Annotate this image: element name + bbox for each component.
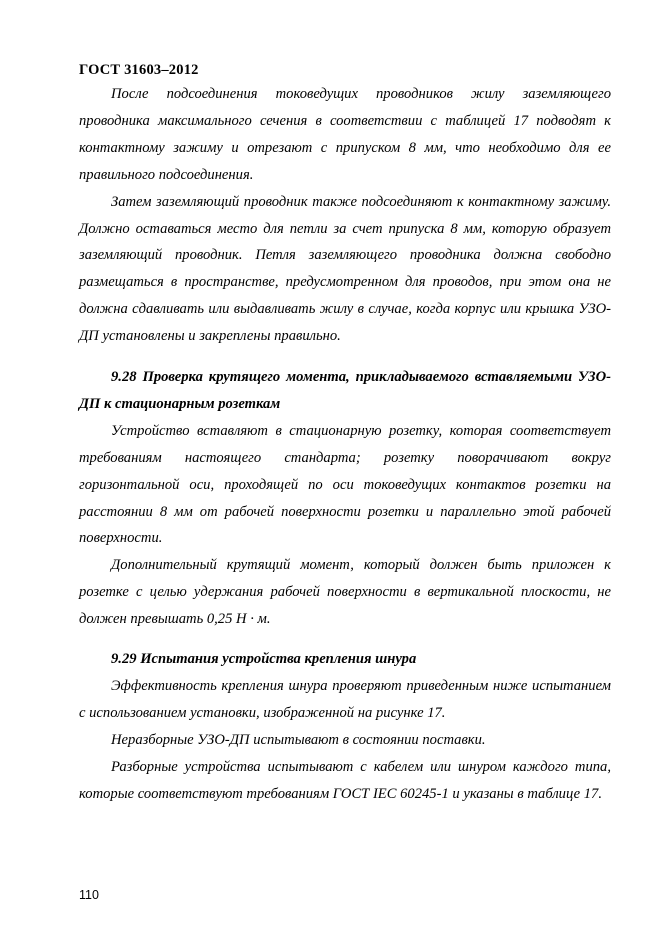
intro-block	[79, 81, 611, 350]
paragraph-1: После подсоединения токоведущих проводников жилу заземляющего проводника максимального сечения в соответствии с таблицей 17 подводят к контактному зажиму и отрезают с припуском 8 мм, что необходимо для ее правильного подсоединения.	[79, 86, 611, 183]
page-number: 110	[79, 888, 99, 902]
section-9-28-title: 9.28 Проверка крутящего момента, прикладываемого вставляемыми УЗО-ДП к стационарным розеткам	[79, 369, 611, 412]
section-9-28-paragraph-1: Устройство вставляют в стационарную розетку, которая соответствует требованиям настоящего стандарта; розетку поворачивают вокруг горизонтальной оси, проходящей по оси токоведущих контактов розетки на расстоянии 8 мм от рабочей поверхности розетки и параллельно этой рабочей поверхности.	[79, 422, 611, 547]
section-9-29-paragraph-1: Эффективность крепления шнура проверяют приведенным ниже испытанием с использованием установки, изображенной на рисунке 17.	[79, 677, 611, 721]
section-9-29-paragraph-3: Разборные устройства испытывают с кабелем или шнуром каждого типа, которые соответствуют требованиям ГОСТ IEC 60245-1 и указаны в таблице 17.	[79, 758, 611, 802]
section-9-29-paragraph-2: Неразборные УЗО-ДП испытывают в состоянии поставки.	[111, 731, 486, 748]
section-9-29-title: 9.29 Испытания устройства крепления шнура	[111, 651, 417, 667]
section-9-28-paragraph-2: Дополнительный крутящий момент, который должен быть приложен к розетке с целью удержания рабочей поверхности в вертикальной плоскости, не должен превышать 0,25 Н · м.	[79, 557, 611, 628]
section-9-28	[79, 364, 611, 633]
paragraph-2: Затем заземляющий проводник также подсоединяют к контактному зажиму. Должно оставаться место для петли за счет припуска 8 мм, которую образует заземляющий проводник. Петля заземляющего проводника должна свободно размещаться в пространстве, предусмотренном для проводов, при этом она не должна сдавливать или выдавливать жилу в случае, когда корпус или крышка УЗО-ДП установлены и закреплены правильно.	[79, 193, 611, 345]
document-header: ГОСТ 31603–2012	[79, 62, 199, 78]
section-9-29	[79, 646, 611, 807]
